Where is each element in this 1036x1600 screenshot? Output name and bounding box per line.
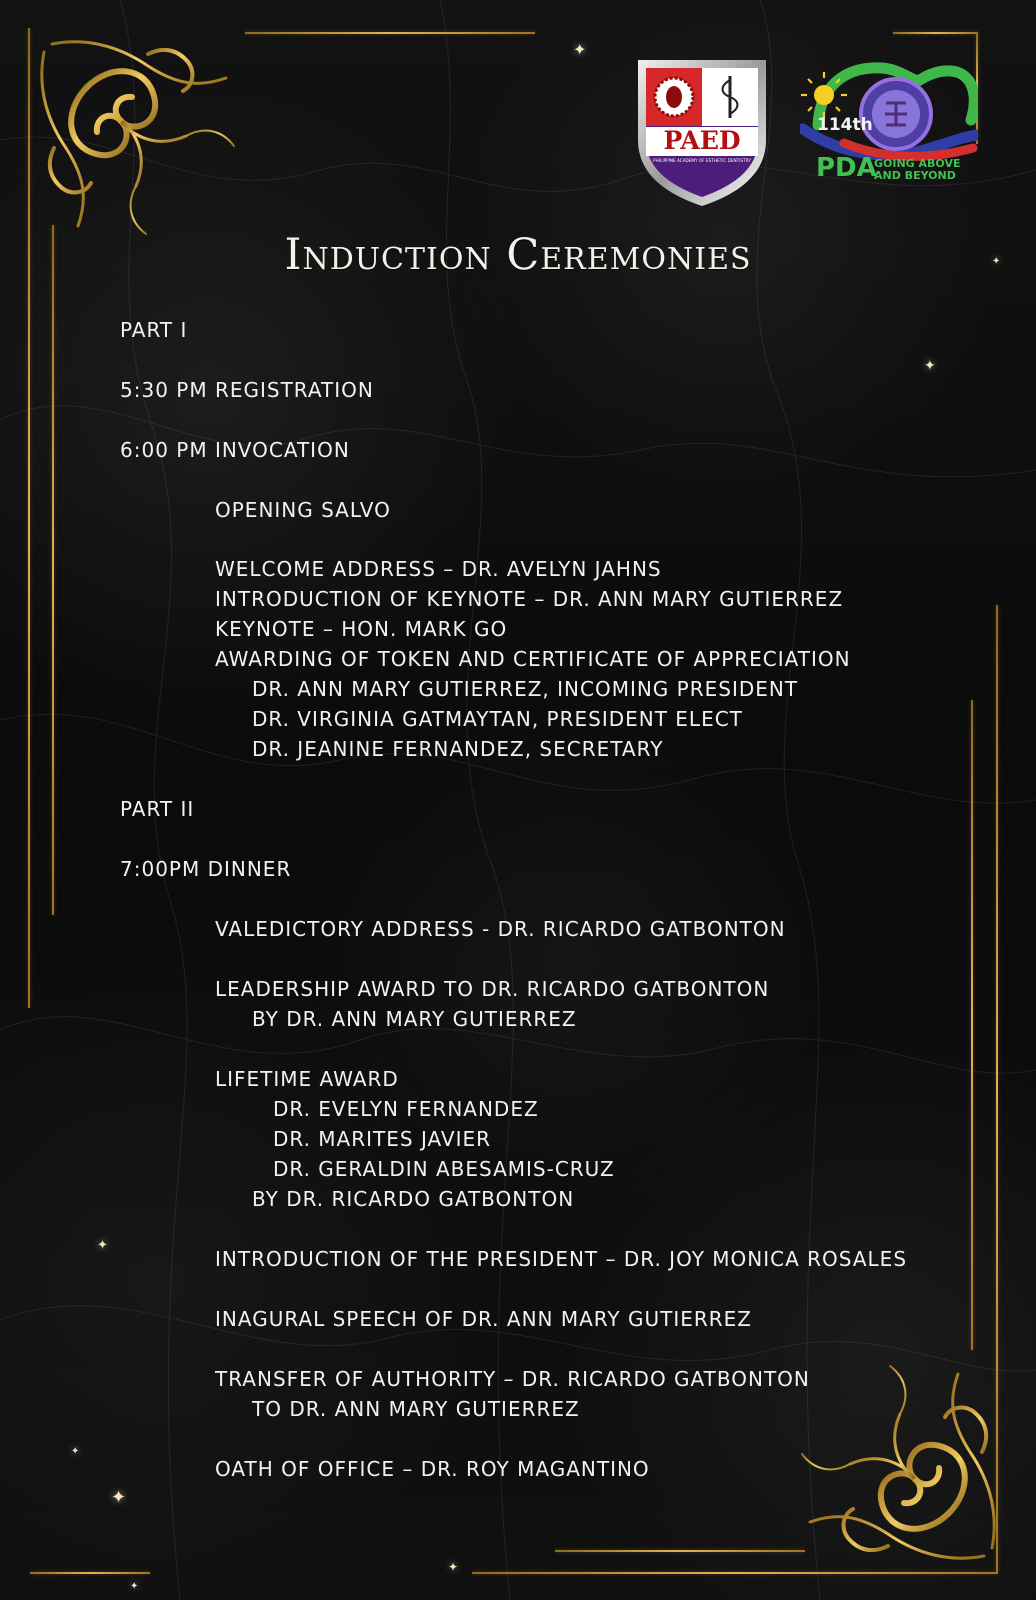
pda-logo-name: PDA [816, 153, 877, 183]
program-awardee: DR. ANN MARY GUTIERREZ, INCOMING PRESIDENT [252, 677, 799, 701]
sparkle-icon: ✦ [130, 1581, 139, 1592]
program-opening-salvo: OPENING SALVO [215, 498, 391, 522]
program-lifetime-awardee: DR. MARITES JAVIER [273, 1127, 491, 1151]
sparkle-icon: ✦ [573, 40, 587, 59]
program-lifetime-awardee: DR. EVELYN FERNANDEZ [273, 1097, 539, 1121]
program-transfer-recipient: TO DR. ANN MARY GUTIERREZ [252, 1397, 580, 1421]
program-transfer-authority: TRANSFER OF AUTHORITY – DR. RICARDO GATBONTON [215, 1367, 810, 1391]
program-awardee: DR. VIRGINIA GATMAYTAN, PRESIDENT ELECT [252, 707, 743, 731]
program-lifetime-awardee: DR. GERALDIN ABESAMIS-CRUZ [273, 1157, 615, 1181]
paed-logo-name: PAED [663, 126, 741, 155]
page-title: Induction Ceremonies [284, 230, 752, 280]
sparkle-icon: ✦ [97, 1238, 108, 1253]
program-awardee: DR. JEANINE FERNANDEZ, SECRETARY [252, 737, 664, 761]
sparkle-icon: ✦ [111, 1487, 127, 1508]
program-part-2: PART II [120, 797, 195, 821]
program-inaugural-speech: INAGURAL SPEECH OF DR. ANN MARY GUTIERREZ [215, 1307, 752, 1331]
paed-logo-subtitle: PHILIPPINE ACADEMY OF ESTHETIC DENTISTRY [653, 158, 751, 163]
sparkle-icon: ✦ [448, 1560, 459, 1574]
program-part-1: PART I [120, 318, 188, 342]
program-welcome-address: WELCOME ADDRESS – DR. AVELYN JAHNS [215, 557, 662, 581]
pda-logo-number: 114th [817, 115, 873, 135]
program-awarding: AWARDING OF TOKEN AND CERTIFICATE OF APPRECIATION [215, 647, 851, 671]
sparkle-icon: ✦ [924, 358, 936, 374]
program-dinner: 7:00PM DINNER [120, 857, 292, 881]
sparkle-icon: ✦ [992, 256, 1001, 267]
program-leadership-award: LEADERSHIP AWARD TO DR. RICARDO GATBONTON [215, 977, 770, 1001]
program-lifetime-award-presenter: BY DR. RICARDO GATBONTON [252, 1187, 575, 1211]
program-leadership-award-presenter: BY DR. ANN MARY GUTIERREZ [252, 1007, 577, 1031]
program-keynote-introduction: INTRODUCTION OF KEYNOTE – DR. ANN MARY GUTIERREZ [215, 587, 844, 611]
pda-logo-tagline-bottom: AND BEYOND [874, 169, 956, 182]
program-invocation: 6:00 PM INVOCATION [120, 438, 350, 462]
pda-logo-tagline-top: GOING ABOVE [874, 157, 961, 170]
program-keynote: KEYNOTE – HON. MARK GO [215, 617, 508, 641]
program-oath-of-office: OATH OF OFFICE – DR. ROY MAGANTINO [215, 1457, 650, 1481]
program-valedictory-address: VALEDICTORY ADDRESS - DR. RICARDO GATBONTON [215, 917, 786, 941]
program-lifetime-award: LIFETIME AWARD [215, 1067, 399, 1091]
program-president-introduction: INTRODUCTION OF THE PRESIDENT – DR. JOY MONICA ROSALES [215, 1247, 908, 1271]
program-registration: 5:30 PM REGISTRATION [120, 378, 374, 402]
sparkle-icon: ✦ [71, 1446, 80, 1457]
